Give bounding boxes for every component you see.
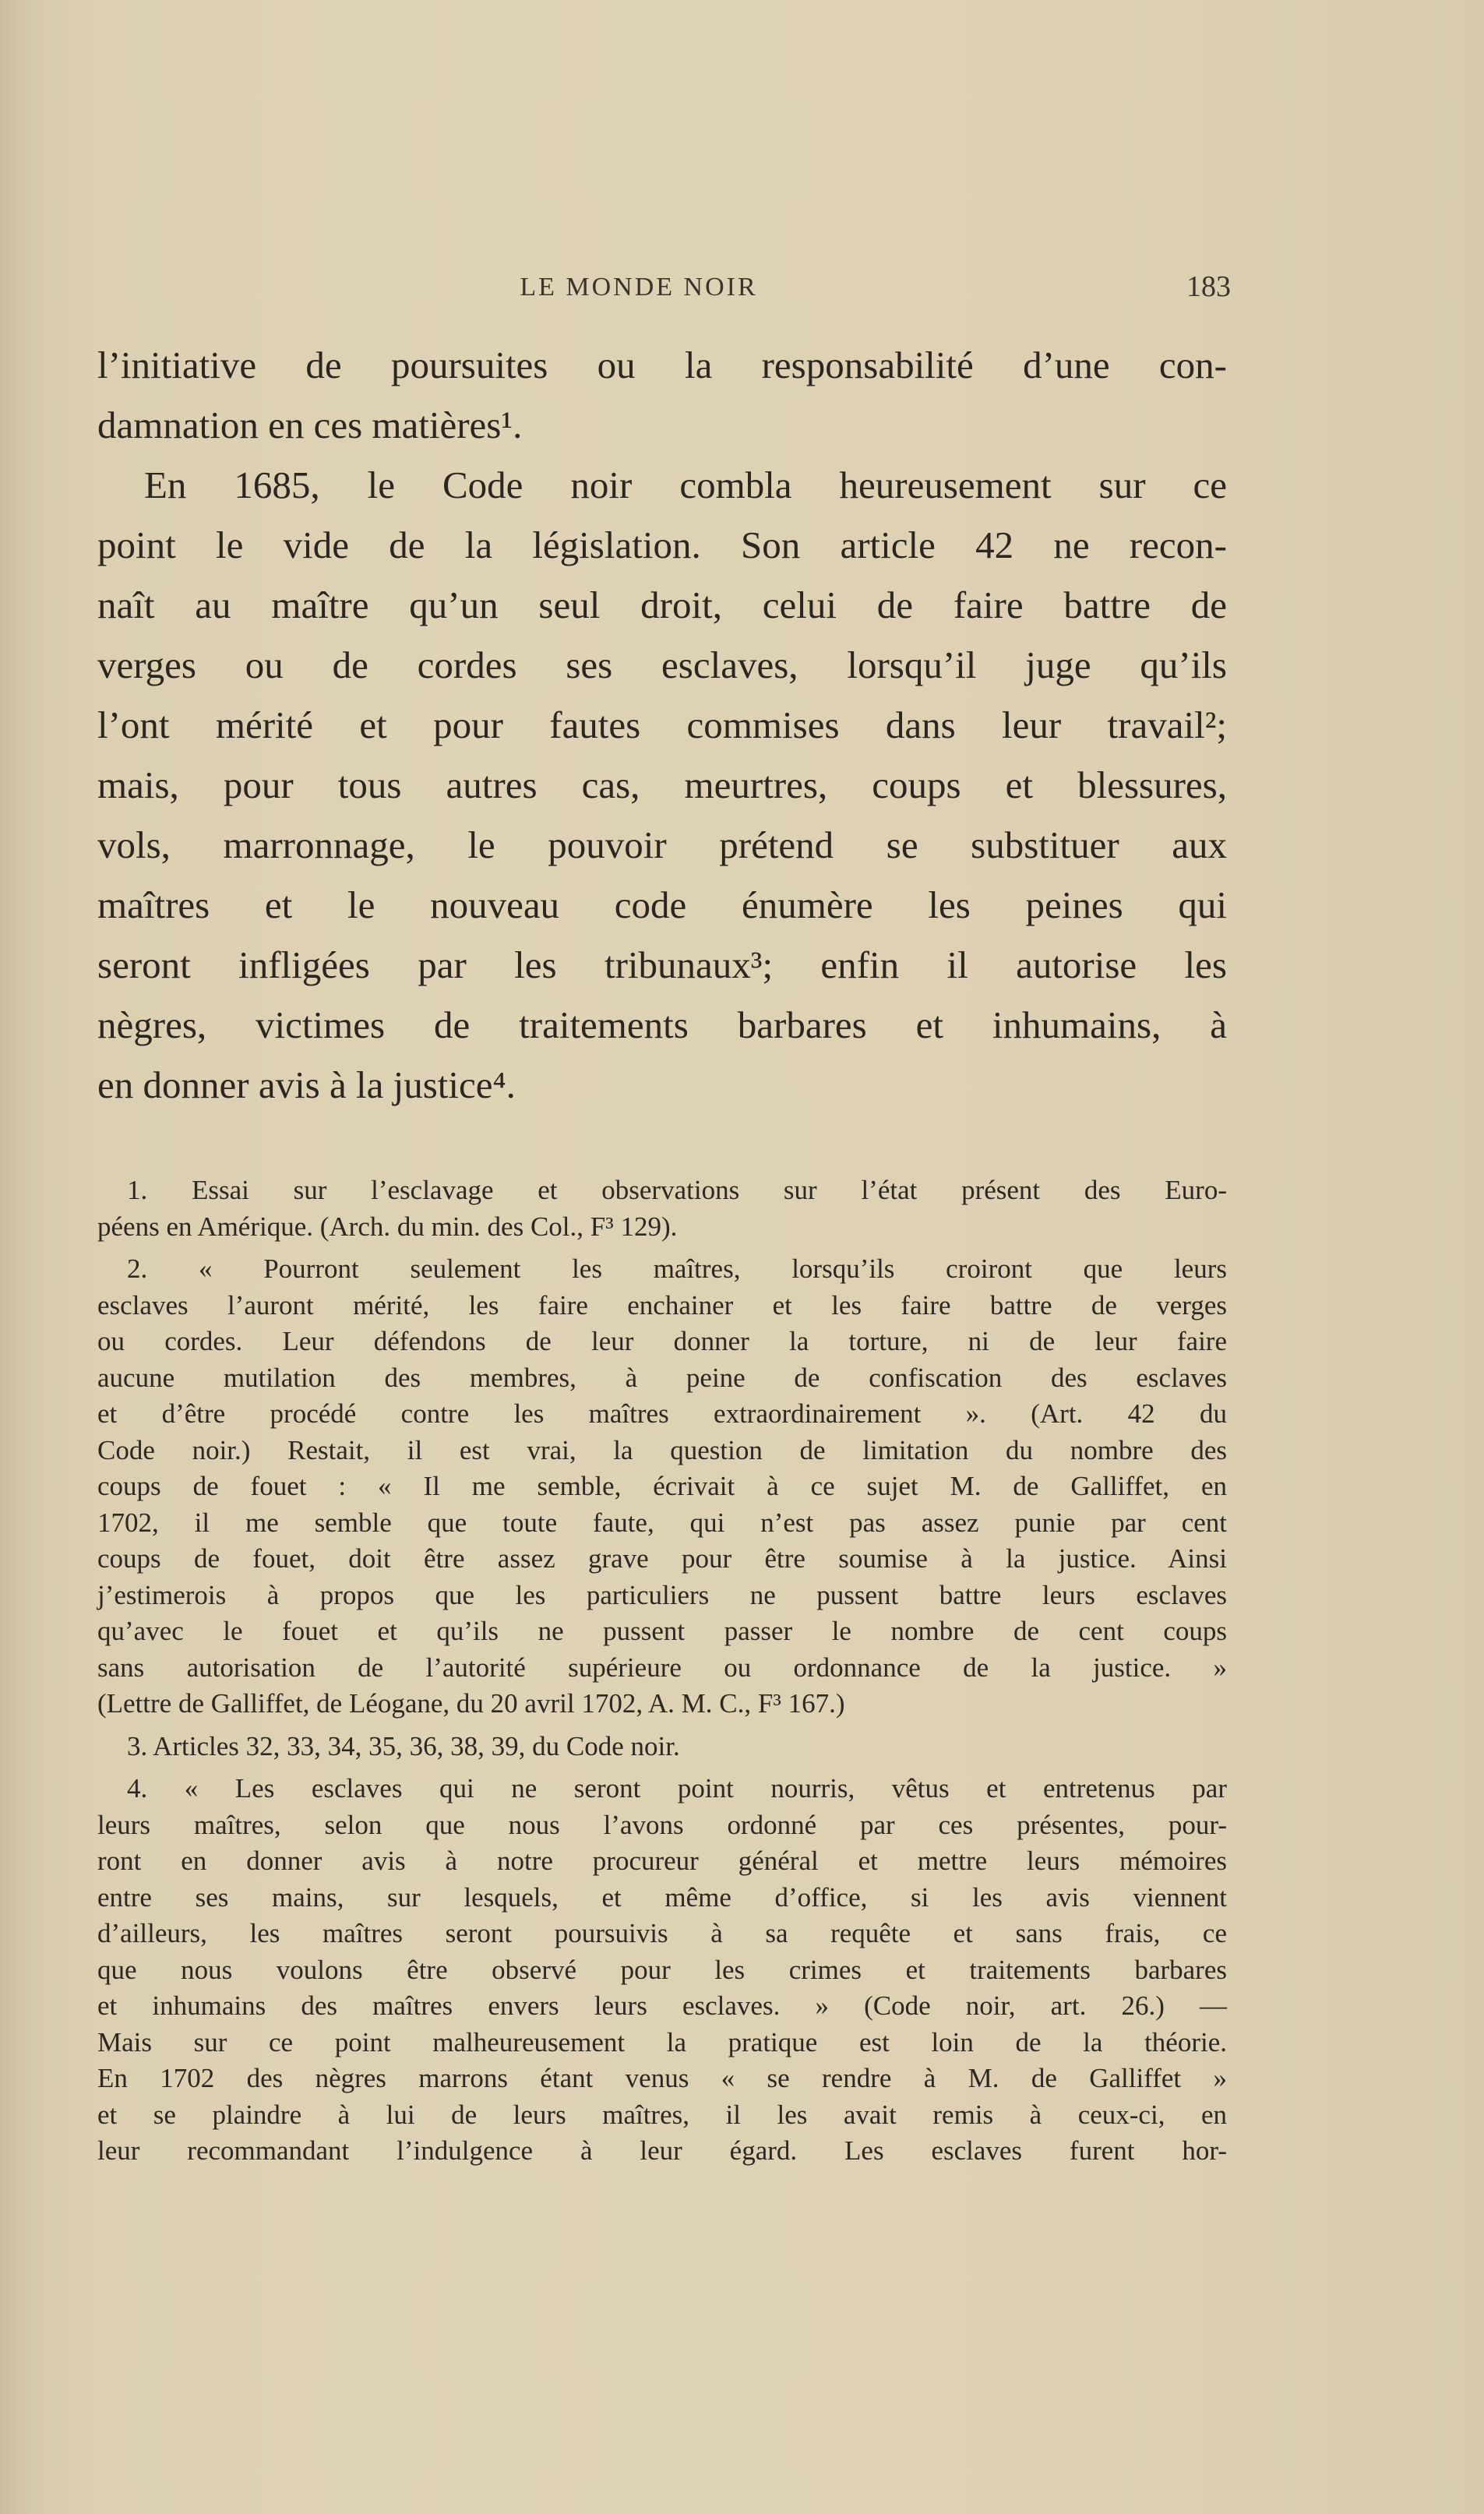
footnote-3-line: 3. Articles 32, 33, 34, 35, 36, 38, 39, du Code noir. bbox=[127, 1730, 680, 1761]
text-line: en donner avis à la justice⁴. bbox=[97, 1063, 516, 1106]
text-line: mais, pour tous autres cas, meurtres, coups et blessures, bbox=[97, 763, 1227, 806]
text-line: En 1685, le Code noir combla heureusement sur ce bbox=[144, 464, 1227, 506]
footnote-2-line: coups de fouet : « Il me semble, écrivait à ce sujet M. de Galliffet, en bbox=[97, 1471, 1227, 1501]
text-line: l’initiative de poursuites ou la responsabilité d’une con- bbox=[97, 344, 1227, 386]
page-number: 183 bbox=[1186, 270, 1231, 303]
text-line: maîtres et le nouveau code énumère les peines qui bbox=[97, 883, 1227, 926]
footnote-2-line: et d’être procédé contre les maîtres extraordinairement ». (Art. 42 du bbox=[97, 1398, 1227, 1429]
footnote-2-line: aucune mutilation des membres, à peine de confiscation des esclaves bbox=[97, 1362, 1227, 1393]
footnote-2-line: sans autorisation de l’autorité supérieure ou ordonnance de la justice. » bbox=[97, 1652, 1227, 1683]
footnote-2-line: esclaves l’auront mérité, les faire enchainer et les faire battre de verges bbox=[97, 1289, 1227, 1320]
footnote-4-line: et inhumains des maîtres envers leurs esclaves. » (Code noir, art. 26.) — bbox=[97, 1990, 1227, 2021]
footnote-4-line: ront en donner avis à notre procureur général et mettre leurs mémoires bbox=[97, 1846, 1227, 1876]
footnote-4-line: que nous voulons être observé pour les crimes et traitements barbares bbox=[97, 1954, 1227, 1985]
footnote-1-line: 1. Essai sur l’esclavage et observations sur l’état présent des Euro- bbox=[127, 1175, 1227, 1205]
footnote-4-line: leurs maîtres, selon que nous l’avons ordonné par ces présentes, pour- bbox=[97, 1809, 1227, 1840]
footnotes bbox=[97, 1172, 1227, 2170]
footnote-4-line: et se plaindre à lui de leurs maîtres, il les avait remis à ceux-ci, en bbox=[97, 2099, 1227, 2130]
text-line: vols, marronnage, le pouvoir prétend se substituer aux bbox=[97, 823, 1227, 866]
footnote-4-line: leur recommandant l’indulgence à leur égard. Les esclaves furent hor- bbox=[97, 2135, 1227, 2166]
footnote-2-line: j’estimerois à propos que les particuliers ne pussent battre leurs esclaves bbox=[97, 1579, 1227, 1610]
text-line: verges ou de cordes ses esclaves, lorsqu’il juge qu’ils bbox=[97, 643, 1227, 686]
text-line: damnation en ces matières¹. bbox=[97, 404, 523, 446]
footnote-2-line: Code noir.) Restait, il est vrai, la question de limitation du nombre des bbox=[97, 1434, 1227, 1465]
text-line: naît au maître qu’un seul droit, celui de faire battre de bbox=[97, 584, 1227, 626]
text-line: seront infligées par les tribunaux³; enfin il autorise les bbox=[97, 943, 1227, 986]
footnote-1-line: péens en Amérique. (Arch. du min. des Col., F³ 129). bbox=[97, 1211, 678, 1242]
footnote-2-line: 1702, il me semble que toute faute, qui n’est pas assez punie par cent bbox=[97, 1507, 1227, 1538]
text-line: l’ont mérité et pour fautes commises dans leur travail²; bbox=[97, 703, 1227, 746]
text-line: nègres, victimes de traitements barbares et inhumains, à bbox=[97, 1003, 1227, 1046]
footnote-2-line: 2. « Pourront seulement les maîtres, lorsqu’ils croiront que leurs bbox=[127, 1253, 1227, 1284]
footnote-4-line: Mais sur ce point malheureusement la pratique est loin de la théorie. bbox=[97, 2026, 1227, 2057]
footnote-2-line: qu’avec le fouet et qu’ils ne pussent passer le nombre de cent coups bbox=[97, 1616, 1227, 1646]
main-text bbox=[97, 335, 1227, 1115]
footnote-4-line: entre ses mains, sur lesquels, et même d’office, si les avis viennent bbox=[97, 1881, 1227, 1913]
running-title: LE MONDE NOIR bbox=[520, 273, 758, 301]
footnote-4-line: En 1702 des nègres marrons étant venus « se rendre à M. de Galliffet » bbox=[97, 2063, 1227, 2093]
footnote-4-line: d’ailleurs, les maîtres seront poursuivis à sa requête et sans frais, ce bbox=[97, 1918, 1227, 1948]
text-line: point le vide de la législation. Son article 42 ne recon- bbox=[97, 524, 1227, 566]
footnote-2-line: ou cordes. Leur défendons de leur donner la torture, ni de leur faire bbox=[97, 1326, 1227, 1356]
footnote-2-line: (Lettre de Galliffet, de Léogane, du 20 avril 1702, A. M. C., F³ 167.) bbox=[97, 1688, 845, 1719]
footnote-4-line: 4. « Les esclaves qui ne seront point nourris, vêtus et entretenus par bbox=[127, 1773, 1227, 1804]
footnote-2-line: coups de fouet, doit être assez grave pour être soumise à la justice. Ainsi bbox=[97, 1543, 1227, 1574]
